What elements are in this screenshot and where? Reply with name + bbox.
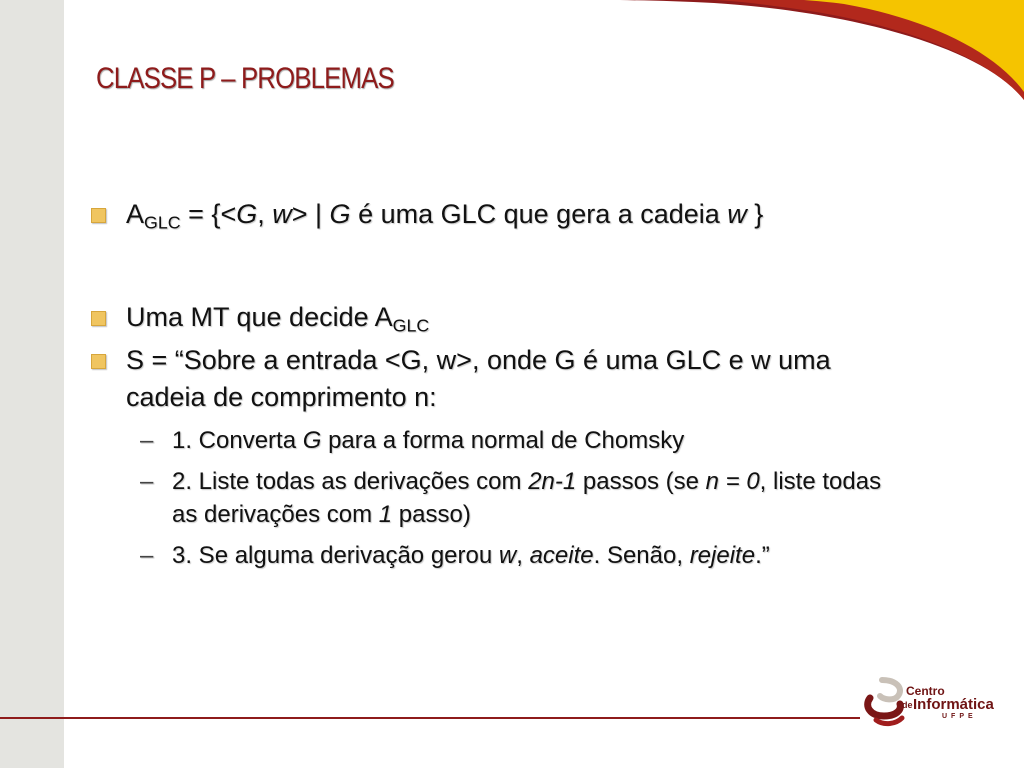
bullet-machine-s bbox=[88, 342, 888, 416]
dash-marker: – bbox=[140, 468, 154, 495]
text-run: 3. Se alguma derivação gerou bbox=[172, 542, 499, 569]
sub-item-step-1 bbox=[88, 424, 888, 457]
text-run: .” bbox=[755, 542, 770, 569]
logo-text-informatica: Informática bbox=[913, 696, 994, 713]
subscript: GLC bbox=[392, 315, 430, 336]
text-run: , bbox=[257, 199, 273, 229]
bullet-marker bbox=[91, 354, 106, 369]
text-run: 2. Liste todas as derivações com bbox=[172, 468, 529, 495]
bullet-mt-decides bbox=[88, 299, 888, 336]
dash-marker: – bbox=[140, 542, 154, 569]
italic-symbol: rejeite bbox=[689, 542, 756, 569]
italic-symbol: G bbox=[236, 199, 258, 229]
italic-symbol: aceite bbox=[529, 542, 594, 569]
centro-de-informatica-logo bbox=[862, 676, 998, 728]
text-run: } bbox=[746, 199, 764, 229]
text-run: , bbox=[516, 542, 530, 569]
text-run: 1. Converta bbox=[172, 427, 303, 454]
text-run: . Senão, bbox=[593, 542, 690, 569]
italic-symbol: w bbox=[272, 199, 292, 229]
bullet-marker bbox=[91, 311, 106, 326]
sub-item-step-2 bbox=[88, 465, 888, 531]
italic-symbol: G bbox=[302, 427, 322, 454]
text-run: Uma MT que decide A bbox=[126, 302, 393, 332]
text-run: A bbox=[126, 199, 145, 229]
italic-symbol: 2n-1 bbox=[528, 468, 577, 495]
text-run: S = “Sobre a entrada <G, w>, onde G é uma GLC e w uma cadeia de comprimento n: bbox=[126, 345, 831, 412]
logo-text-de: de bbox=[902, 700, 913, 710]
bullet-aglc-definition bbox=[88, 196, 888, 233]
italic-symbol: G bbox=[329, 199, 351, 229]
footer-divider-line bbox=[0, 717, 860, 719]
left-decorative-band bbox=[0, 0, 64, 768]
text-run: passos (se bbox=[576, 468, 706, 495]
italic-symbol: w bbox=[727, 199, 747, 229]
corner-swoosh-graphic bbox=[604, 0, 1024, 100]
logo-text-ufpe: UFPE bbox=[942, 713, 977, 720]
slide-title: CLASSE P – PROBLEMAS bbox=[96, 62, 394, 95]
sub-item-step-3 bbox=[88, 539, 888, 572]
italic-symbol: 1 bbox=[378, 501, 393, 528]
text-run: é uma GLC que gera a cadeia bbox=[350, 199, 728, 229]
subscript: GLC bbox=[144, 212, 181, 233]
italic-symbol: n = 0 bbox=[705, 468, 760, 495]
text-run: , liste todas as derivações com bbox=[172, 468, 882, 528]
bullet-marker bbox=[91, 208, 106, 223]
dash-marker: – bbox=[140, 427, 154, 454]
text-run: passo) bbox=[392, 501, 471, 528]
slide-content bbox=[88, 196, 888, 572]
italic-symbol: w bbox=[498, 542, 517, 569]
text-run: para a forma normal de Chomsky bbox=[321, 427, 685, 454]
logo-text-centro: Centro bbox=[906, 684, 945, 698]
text-run: = {< bbox=[180, 199, 237, 229]
text-run: > | bbox=[291, 199, 330, 229]
